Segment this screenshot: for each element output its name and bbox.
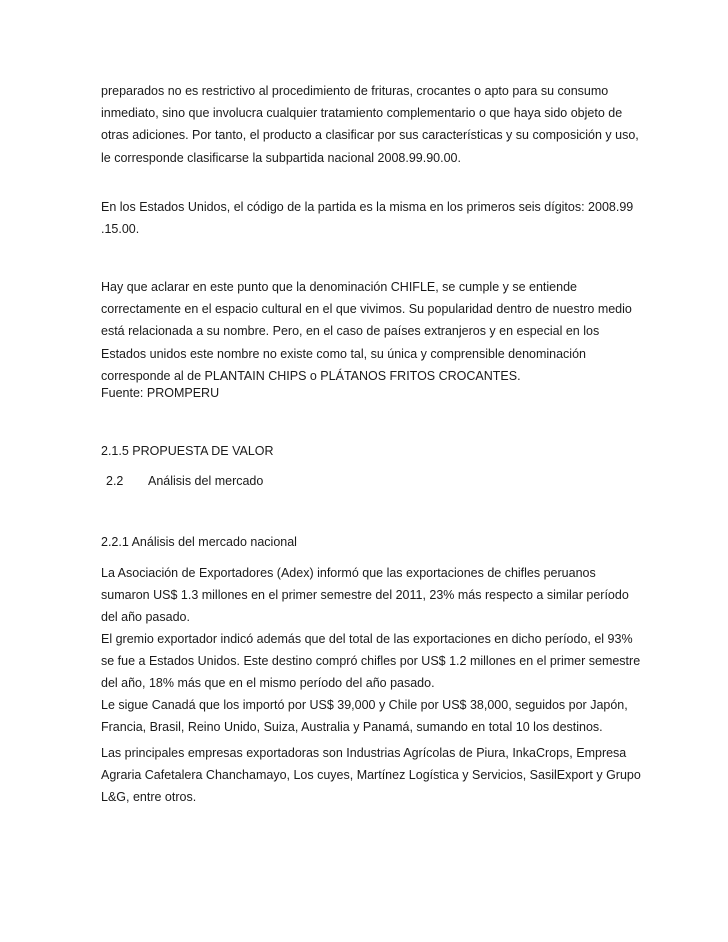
section-heading-value-proposal: 2.1.5 PROPUESTA DE VALOR <box>101 444 274 458</box>
paragraph-adex-report: La Asociación de Exportadores (Adex) informó que las exportaciones de chifles peruanos sumaron US$ 1.3 millones en el primer semestre del 2011, 23% más respecto a similar período del año pasado. <box>101 566 629 625</box>
source-note: Fuente: PROMPERU <box>101 386 220 400</box>
paragraph-exports-usa: El gremio exportador indicó además que del total de las exportaciones en dicho período, el 93% se fue a Estados Unidos. Este destino compró chifles por US$ 1.2 millones en el primer semestre del año, 18% más que en el mismo período del año pasado. <box>101 632 641 691</box>
paragraph-exporting-companies: Las principales empresas exportadoras son Industrias Agrícolas de Piura, InkaCrops, Empresa Agraria Cafetalera Chanchamayo, Los cuyes, Martínez Logística y Servicios, SasilExport y Grupo L&G, entre otros. <box>101 746 641 805</box>
section-heading-market-analysis <box>106 470 263 492</box>
section-title: Análisis del mercado <box>148 474 264 488</box>
paragraph-us-code: En los Estados Unidos, el código de la partida es la misma en los primeros seis dígitos: 2008.99 .15.00. <box>101 200 634 237</box>
section-number: 2.2 <box>106 474 124 488</box>
paragraph-classification: preparados no es restrictivo al procedimiento de frituras, crocantes o apto para su consumo inmediato, sino que involucra cualquier tratamiento complementario o que haya sido objeto de otras adiciones. Por tanto, el producto a clasificar por sus características y su composición y uso, le corresponde clasificarse la subpartida nacional 2008.99.90.00. <box>101 84 639 165</box>
paragraph-chifle-name: Hay que aclarar en este punto que la denominación CHIFLE, se cumple y se entiende correctamente en el espacio cultural en el que vivimos. Su popularidad dentro de nuestro medio está relacionada a su nombre. Pero, en el caso de países extranjeros y en especial en los Estados unidos este nombre no existe como tal, su única y comprensible denominación corresponde al de PLANTAIN CHIPS o PLÁTANOS FRITOS CROCANTES. <box>101 280 632 383</box>
paragraph-destinations: Le sigue Canadá que los importó por US$ 39,000 y Chile por US$ 38,000, seguidos por Japón, Francia, Brasil, Reino Unido, Suiza, Australia y Panamá, sumando en total 10 los destinos. <box>101 698 628 735</box>
section-heading-national-market: 2.2.1 Análisis del mercado nacional <box>101 535 297 549</box>
